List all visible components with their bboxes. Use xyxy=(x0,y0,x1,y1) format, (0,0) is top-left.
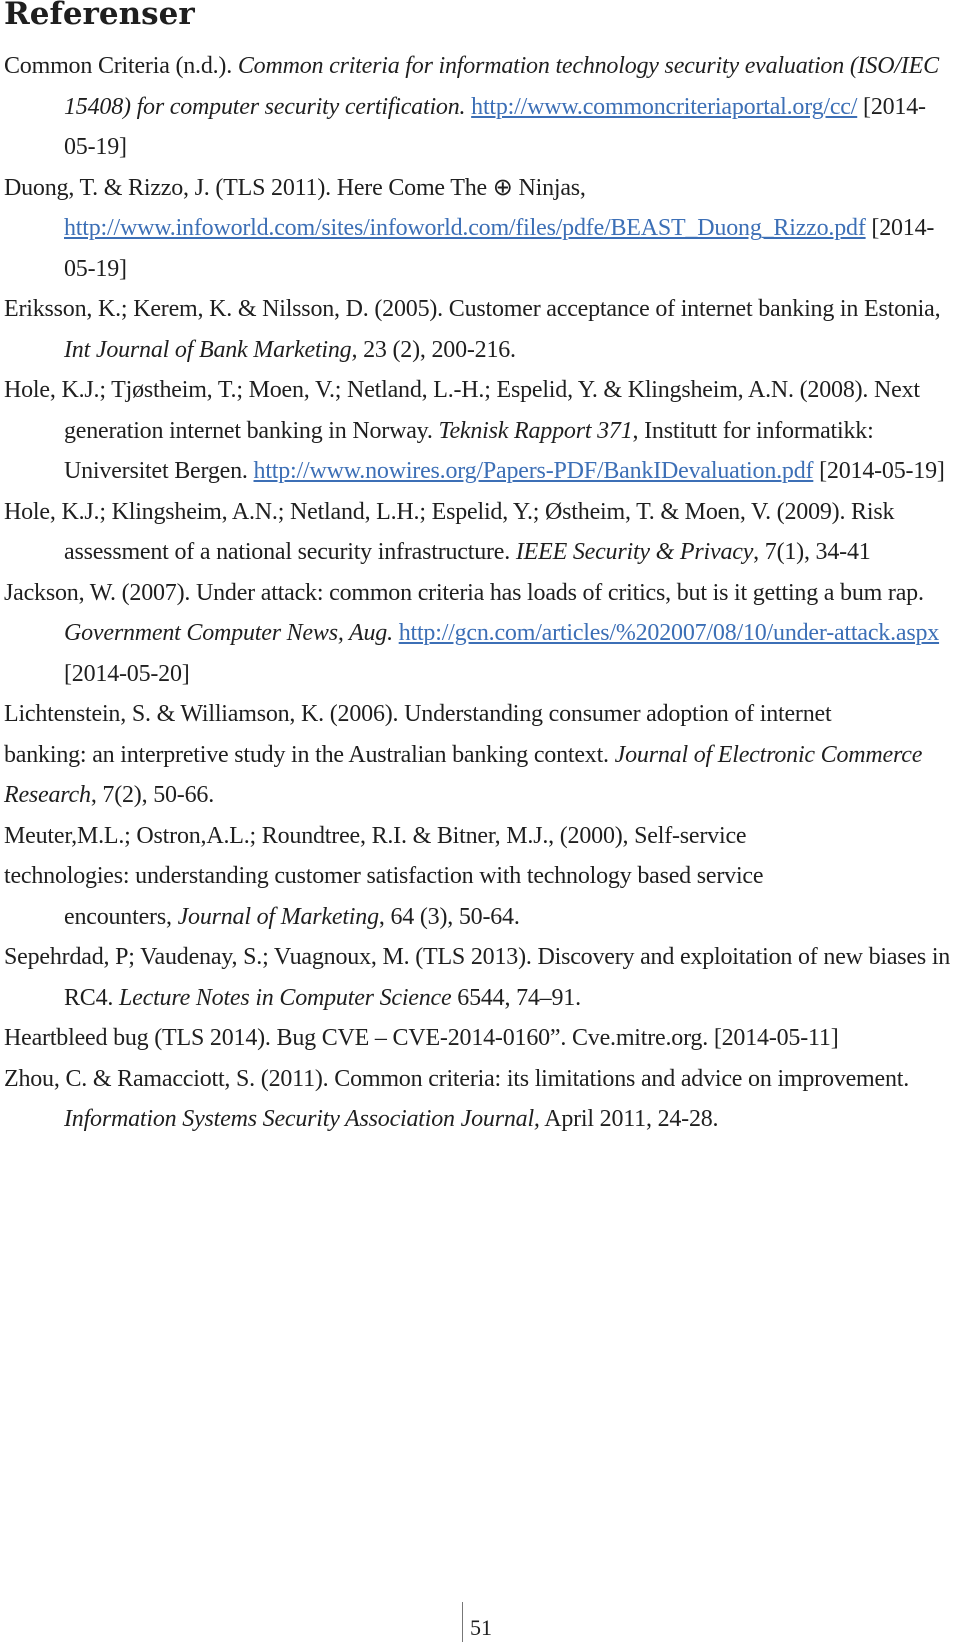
ref-title: Journal of Marketing xyxy=(177,903,379,930)
ref-text: banking: an interpretive study in the Australian banking context. xyxy=(4,741,615,768)
ref-title: Teknisk Rapport 371 xyxy=(438,417,633,444)
ref-text: Hole, K.J.; Tjøstheim, T.; Moen, V.; Netland, L.-H.; Espelid, Y. & Klingsheim, A.N. (2008). Next generation internet banking in Norway. xyxy=(4,377,920,444)
reference-entry xyxy=(0,289,955,370)
ref-title: Information Systems Security Association Journal, xyxy=(64,1106,540,1132)
ref-date: [2014-05-19] xyxy=(813,458,945,484)
ref-text: April 2011, 24-28. xyxy=(539,1106,719,1132)
ref-link[interactable]: http://gcn.com/articles/%202007/08/10/under-attack.aspx xyxy=(398,620,940,646)
reference-entry xyxy=(0,1059,955,1140)
reference-entry xyxy=(0,168,955,290)
ref-title: IEEE Security & Privacy xyxy=(515,539,754,565)
ref-text: Jackson, W. (2007). Under attack: common criteria has loads of critics, but is it getting a bum rap. xyxy=(4,579,924,606)
reference-entry: Lichtenstein, S. & Williamson, K. (2006). Understanding consumer adoption of internet xyxy=(4,701,832,727)
reference-entry-continuation xyxy=(0,735,955,816)
ref-date: [2014-05-19] xyxy=(64,93,926,160)
ref-link[interactable]: http://www.nowires.org/Papers-PDF/BankIDevaluation.pdf xyxy=(253,458,814,484)
ref-date: [2014-05-19] xyxy=(64,215,935,282)
ref-text: 6544, 74–91. xyxy=(451,984,581,1011)
ref-title: Journal of Electronic Commerce Research xyxy=(4,741,923,808)
ref-title: Lecture Notes in Computer Science xyxy=(119,984,452,1011)
reference-entry xyxy=(0,46,955,168)
ref-title: Government Computer News, Aug. xyxy=(64,620,393,646)
ref-text: Heartbleed bug (TLS 2014). Bug CVE – CVE-2014-0160”. Cve.mitre.org. [2014-05-11] xyxy=(4,1025,839,1051)
reference-entry xyxy=(0,937,955,1018)
ref-text: , 7(2), 50-66. xyxy=(90,782,214,808)
ref-title: Common criteria for information technology security evaluation (ISO/IEC 15408) for computer security certification. xyxy=(64,53,939,120)
reference-entry xyxy=(0,573,955,695)
footer-divider xyxy=(462,1602,463,1642)
reference-entry xyxy=(0,370,955,492)
ref-title: Int Journal of Bank Marketing, xyxy=(64,336,358,363)
ref-text: Sepehrdad, P; Vaudenay, S.; Vuagnoux, M. (TLS 2013). Discovery and exploitation of new biases in RC4. xyxy=(4,944,951,1011)
reference-entry-continuation: technologies: understanding customer satisfaction with technology based service xyxy=(4,863,764,889)
reference-entry xyxy=(0,1018,955,1059)
ref-text: Hole, K.J.; Klingsheim, A.N.; Netland, L.H.; Espelid, Y.; Østheim, T. & Moen, V. (2009). Risk assessment of a national security infrastructure. xyxy=(4,498,895,565)
ref-text: 23 (2), 200-216. xyxy=(357,336,516,363)
reference-entry: Meuter,M.L.; Ostron,A.L.; Roundtree, R.I. & Bitner, M.J., (2000), Self-service xyxy=(4,822,747,849)
reference-entry-continuation xyxy=(0,897,955,938)
ref-text: , 7(1), 34-41 xyxy=(753,539,871,565)
ref-link[interactable]: http://www.commoncriteriaportal.org/cc/ xyxy=(471,93,858,120)
ref-link[interactable]: http://www.infoworld.com/sites/infoworld.com/files/pdfe/BEAST_Duong_Rizzo.pdf xyxy=(64,215,866,241)
ref-date: [2014-05-20] xyxy=(64,660,190,687)
section-heading: Referenser xyxy=(4,0,195,32)
ref-text: Common Criteria (n.d.). xyxy=(4,53,238,79)
ref-text: Eriksson, K.; Kerem, K. & Nilsson, D. (2005). Customer acceptance of internet banking in Estonia, xyxy=(4,296,941,322)
ref-text: , 64 (3), 50-64. xyxy=(378,903,520,930)
ref-text: , Institutt for informatikk: Universitet Bergen. xyxy=(64,417,874,484)
page-number: 51 xyxy=(470,1615,492,1640)
reference-list xyxy=(0,46,955,1140)
reference-entry xyxy=(0,492,955,573)
ref-text: Zhou, C. & Ramacciott, S. (2011). Common criteria: its limitations and advice on improvement. xyxy=(4,1065,910,1092)
ref-text: Duong, T. & Rizzo, J. (TLS 2011). Here Come The ⊕ Ninjas, xyxy=(4,174,586,201)
ref-text: encounters, xyxy=(64,903,178,930)
